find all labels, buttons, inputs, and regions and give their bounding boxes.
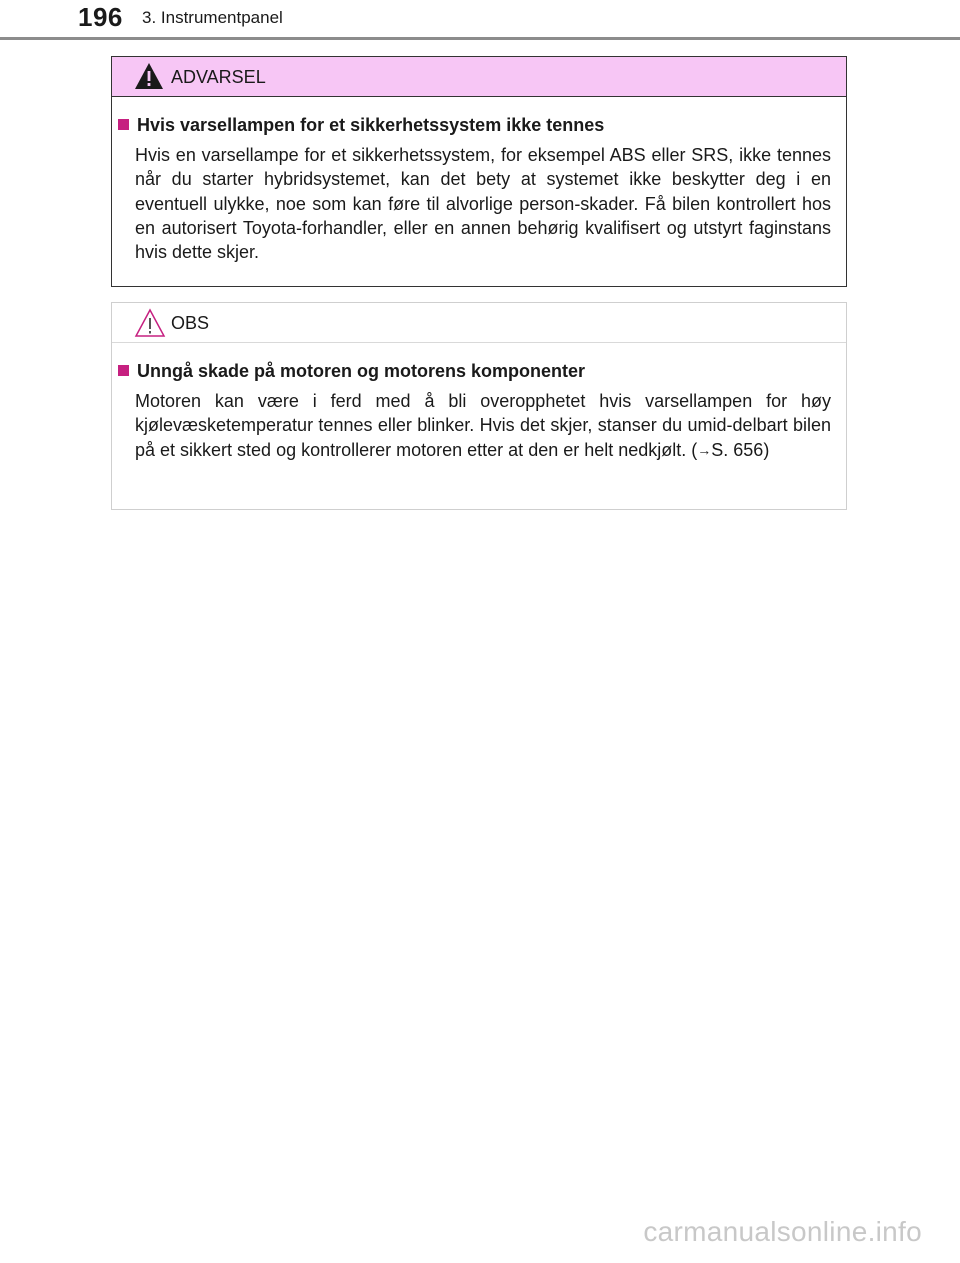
reference-arrow-icon: → bbox=[697, 441, 712, 458]
page-number: 196 bbox=[78, 2, 123, 32]
warning-triangle-icon bbox=[134, 62, 164, 90]
warning-label: ADVARSEL bbox=[171, 67, 266, 87]
notice-item-text bbox=[135, 389, 831, 462]
warning-item-title-text: Hvis varsellampen for et sikkerhetssystem ikke tennes bbox=[137, 115, 605, 135]
section-title: 3. Instrumentpanel bbox=[142, 8, 283, 27]
page-reference-link[interactable]: S. 656) bbox=[711, 439, 770, 460]
warning-item-title bbox=[118, 115, 604, 136]
notice-box-header bbox=[112, 303, 846, 343]
header-rule bbox=[0, 37, 960, 40]
warning-item-text: Hvis en varsellampe for et sikkerhetssystem, for eksempel ABS eller SRS, ikke tennes når du starter hybridsystemet, kan det bety at systemet ikke beskytter deg i en eventuell ulykke, noe som kan føre til alvorlige person-skader. Få bilen kontrollert hos en autorisert Toyota-forhandler, eller en annen behørig kvalifisert og utstyrt faginstans hvis dette skjer. bbox=[135, 145, 831, 263]
bullet-square-icon bbox=[118, 119, 129, 130]
warning-box-header bbox=[112, 57, 846, 97]
notice-item-title bbox=[118, 361, 585, 382]
notice-item-body: Motoren kan være i ferd med å bli overopphetet hvis varsellampen for høy kjølevæsketemperatur tennes eller blinker. Hvis det skjer, stanser du umid-delbart bilen på et sikkert sted og kontrollerer motoren etter at den er helt nedkjølt. ( bbox=[135, 391, 831, 460]
watermark: carmanualsonline.info bbox=[643, 1216, 922, 1247]
caution-triangle-outline-icon bbox=[134, 308, 166, 338]
warning-box bbox=[111, 56, 847, 287]
notice-label: OBS bbox=[171, 313, 210, 333]
notice-item-title-text: Unngå skade på motoren og motorens komponenter bbox=[137, 361, 586, 381]
notice-box bbox=[111, 302, 847, 510]
bullet-square-icon bbox=[118, 365, 129, 376]
